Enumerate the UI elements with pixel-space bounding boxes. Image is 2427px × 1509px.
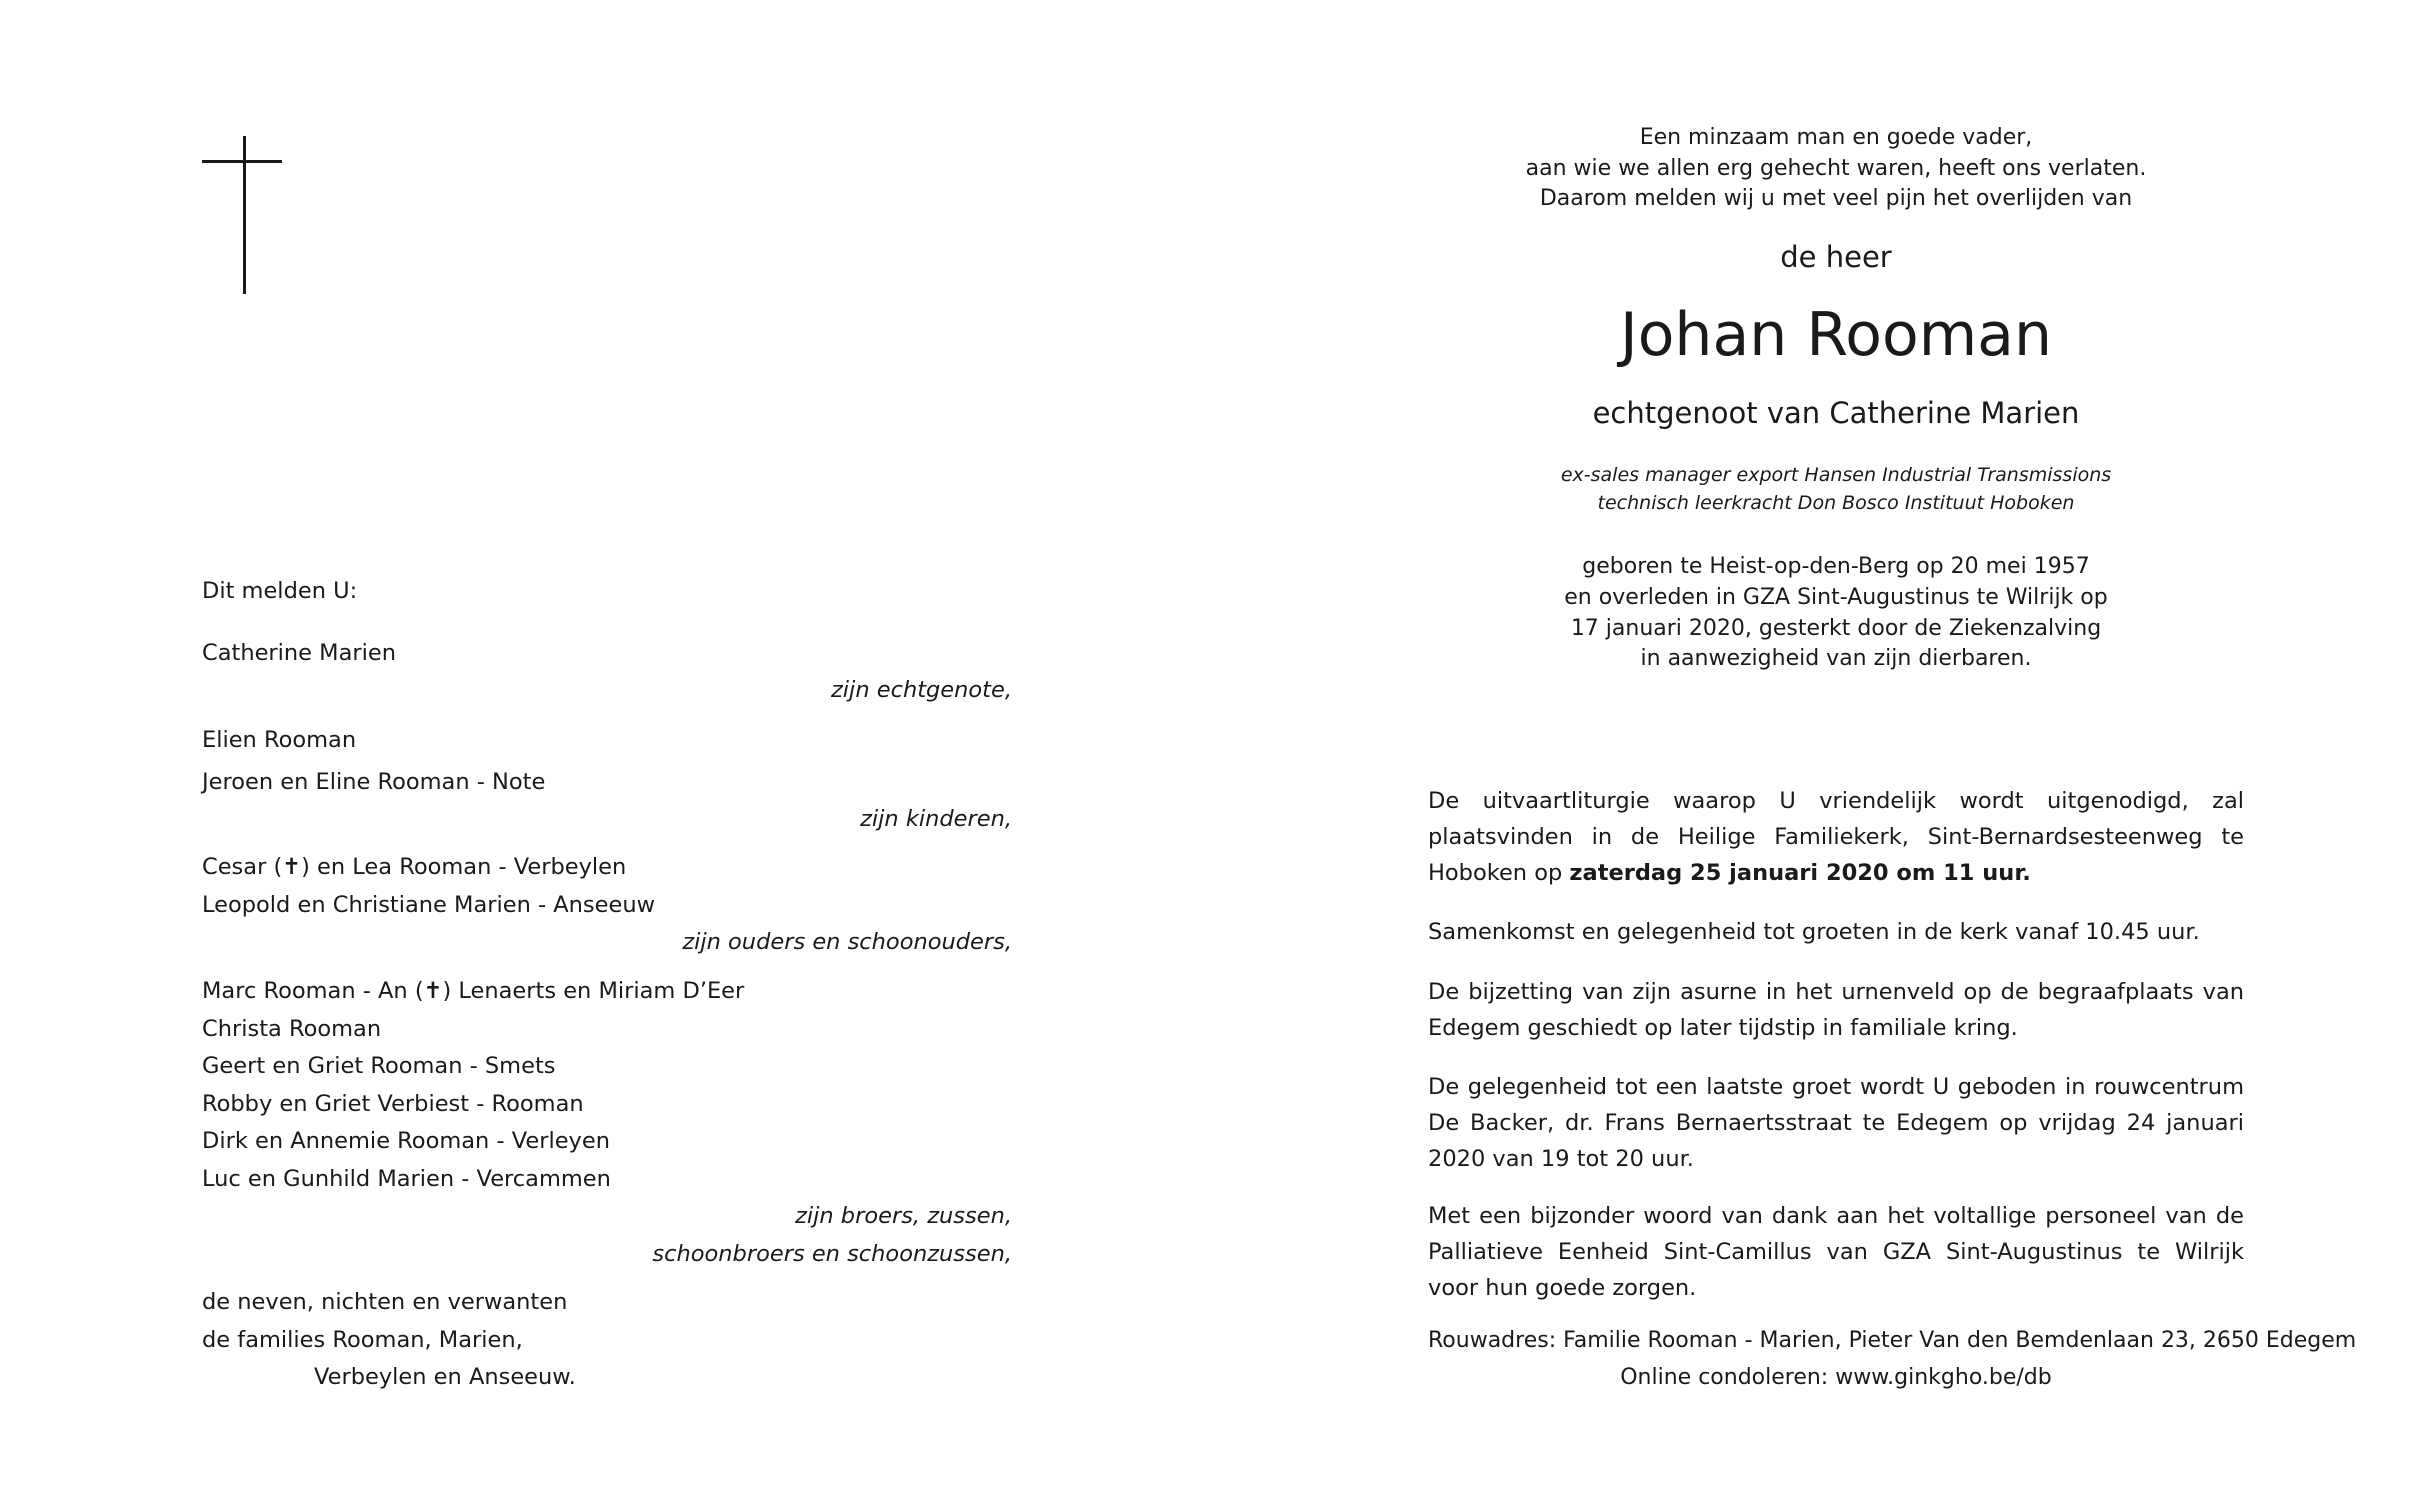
family-list [202,0,1012,1509]
opening-line: aan wie we allen erg gehecht waren, heeft ons verlaten. [1525,156,2147,181]
family-member: Cesar (✝) en Lea Rooman - Verbeylen [202,854,627,880]
mourning-address: Rouwadres: Familie Rooman - Marien, Pieter Van den Bemdenlaan 23, 2650 Edegem [1428,1328,2357,1353]
career-line: technisch leerkracht Don Bosco Instituut Hoboken [1597,492,2075,514]
online-condolences: Online condoleren: www.ginkgho.be/db [1620,1365,2052,1390]
intro-text: Dit melden U: [202,578,358,604]
relation-label: zijn echtgenote, [831,677,1012,703]
relation-label: zijn broers, zussen, [795,1203,1012,1229]
funeral-text: De uitvaartliturgie waarop U vriendelijk wordt uitgenodigd, zal plaatsvinden in de Heilige Familiekerk, Sint-Bernardsesteenweg te Hoboken op [1428,788,2244,886]
closing-line: Verbeylen en Anseeuw. [314,1364,576,1390]
family-member: Christa Rooman [202,1016,382,1042]
opening-line: Daarom melden wij u met veel pijn het overlijden van [1539,186,2133,211]
family-member: Geert en Griet Rooman - Smets [202,1053,556,1079]
family-member: Luc en Gunhild Marien - Vercammen [202,1166,611,1192]
family-member: Elien Rooman [202,727,357,753]
opening-line: Een minzaam man en goede vader, [1639,125,2033,150]
life-line: in aanwezigheid van zijn dierbaren. [1640,646,2032,671]
family-member: Leopold en Christiane Marien - Anseeuw [202,892,655,918]
announcement [1428,0,2357,1509]
family-member: Jeroen en Eline Rooman - Note [202,769,546,795]
family-member: Robby en Griet Verbiest - Rooman [202,1091,584,1117]
closing-line: de families Rooman, Marien, [202,1327,523,1353]
career-line: ex-sales manager export Hansen Industrial Transmissions [1560,464,2112,486]
relation-label: zijn kinderen, [860,806,1012,832]
spouse-line: echtgenoot van Catherine Marien [1592,396,2080,430]
life-line: geboren te Heist-op-den-Berg op 20 mei 1957 [1582,554,2090,579]
thanks-paragraph: Met een bijzonder woord van dank aan het voltallige personeel van de Palliatieve Eenheid Sint-Camillus van GZA Sint-Augustinus te Wilrijk voor hun goede zorgen. [1428,1203,2244,1301]
relation-label: zijn ouders en schoonouders, [682,929,1012,955]
deceased-name: Johan Rooman [1620,300,2052,370]
life-line: 17 januari 2020, gesterkt door de Ziekenzalving [1570,616,2102,641]
farewell-paragraph: De gelegenheid tot een laatste groet wordt U geboden in rouwcentrum De Backer, dr. Frans Bernaertsstraat te Edegem op vrijdag 24 januari 2020 van 19 tot 20 uur. [1428,1074,2244,1172]
closing-line: de neven, nichten en verwanten [202,1289,568,1315]
family-member: Marc Rooman - An (✝) Lenaerts en Miriam D’Eer [202,978,745,1004]
relation-label: schoonbroers en schoonzussen, [652,1241,1012,1267]
salutation: de heer [1780,240,1892,274]
family-member: Catherine Marien [202,640,396,666]
funeral-paragraph [1428,783,2244,891]
life-line: en overleden in GZA Sint-Augustinus te Wilrijk op [1564,585,2108,610]
funeral-date: zaterdag 25 januari 2020 om 11 uur. [1569,860,2031,886]
family-member: Dirk en Annemie Rooman - Verleyen [202,1128,610,1154]
gathering-paragraph: Samenkomst en gelegenheid tot groeten in de kerk vanaf 10.45 uur. [1428,919,2200,945]
burial-paragraph: De bijzetting van zijn asurne in het urnenveld op de begraafplaats van Edegem geschiedt op later tijdstip in familiale kring. [1428,979,2244,1041]
